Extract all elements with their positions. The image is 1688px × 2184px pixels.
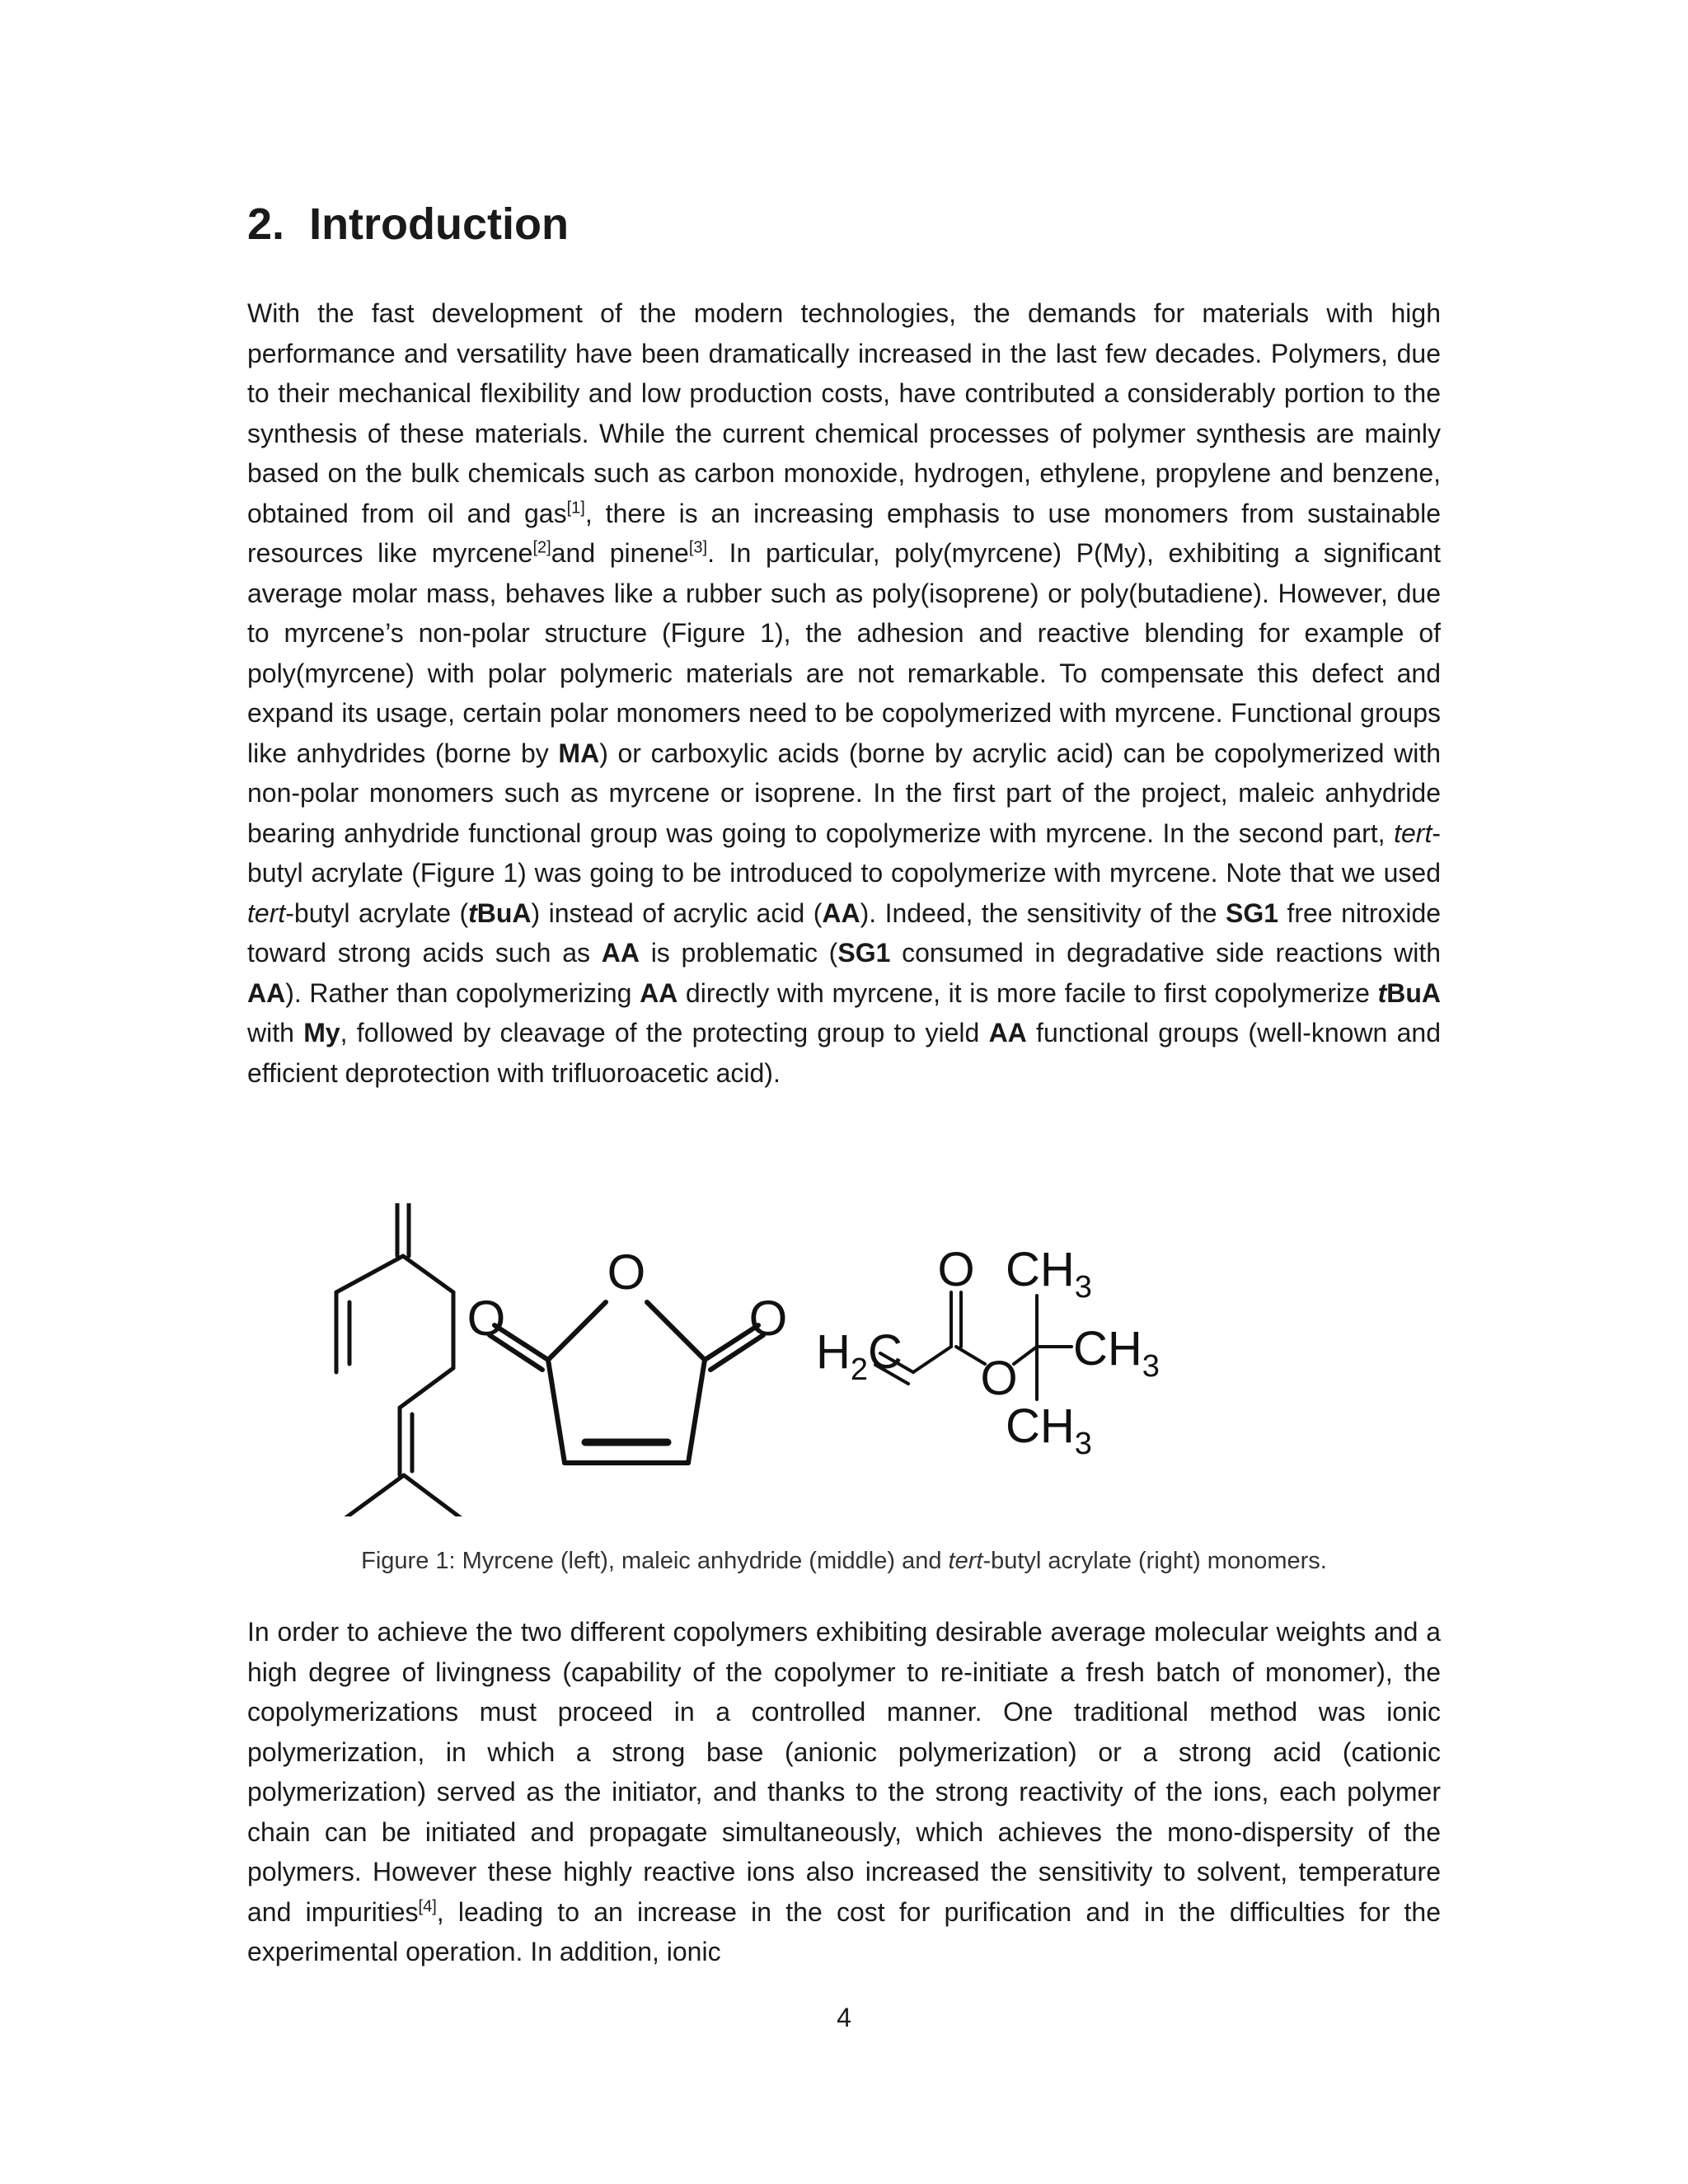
text-run: -butyl acrylate (right) monomers.	[982, 1548, 1327, 1574]
section-heading	[247, 198, 569, 251]
intro-paragraph-1	[247, 293, 1441, 1093]
citation-ref: [3]	[688, 538, 708, 557]
myrcene-structure	[336, 1203, 470, 1516]
atom-label-c: C	[868, 1325, 903, 1379]
text-run: consumed in degradative side reactions with	[890, 938, 1442, 968]
atom-subscript: 3	[1074, 1427, 1092, 1461]
maleic-anhydride-structure	[490, 1302, 763, 1463]
atom-subscript: 3	[1074, 1270, 1092, 1305]
atom-label-ch: CH	[1006, 1399, 1075, 1453]
atom-label-o: O	[467, 1291, 506, 1346]
page-number: 4	[837, 2003, 851, 2032]
atom-label-o: O	[748, 1291, 788, 1346]
text-run: ) instead of acrylic acid (	[531, 898, 823, 928]
atom-subscript: 2	[850, 1352, 869, 1387]
abbrev-bold: My	[303, 1018, 340, 1047]
text-run: and pinene	[551, 538, 689, 568]
text-run: functional groups (well-known and efficient deprotection with trifluoroacetic acid).	[247, 1018, 1442, 1088]
text-run: BuA	[1386, 977, 1442, 1008]
text-run: ) or carboxylic acids (borne by acrylic acid) can be copolymerized with non-polar monomers such as myrcene or isoprene. In the first part of the project, maleic anhydride bearing anhydride functional group was going to copolymerize with myrcene. In the second part,	[247, 738, 1442, 848]
italic-term: t	[468, 898, 477, 928]
methyl-group-right	[1073, 1322, 1160, 1384]
italic-term: t	[1377, 977, 1387, 1008]
methyl-group-bottom	[1006, 1399, 1092, 1461]
text-run: free nitroxide toward strong acids such as	[247, 898, 1442, 968]
figure-caption	[247, 1548, 1441, 1575]
intro-paragraph-2	[247, 1612, 1441, 1972]
abbrev-bold	[468, 898, 531, 928]
abbrev-bold: SG1	[1226, 898, 1279, 928]
citation-ref: [2]	[532, 538, 551, 557]
text-run: is problematic (	[639, 938, 838, 968]
text-run: , leading to an increase in the cost for purification and in the difficulties for the experimental operation. In addition, ionic	[247, 1896, 1442, 1966]
italic-term: tert	[948, 1548, 983, 1574]
citation-ref: [4]	[418, 1896, 437, 1915]
abbrev-bold: AA	[988, 1018, 1027, 1047]
atom-subscript: 3	[1142, 1349, 1160, 1384]
section-title: Introduction	[309, 199, 569, 249]
text-run: ). Indeed, the sensitivity of the	[860, 898, 1226, 928]
abbrev-bold: AA	[822, 898, 860, 928]
atom-label-ch: CH	[1073, 1322, 1142, 1376]
italic-term: tert	[1394, 818, 1432, 848]
formula-h2c	[816, 1325, 903, 1387]
text-run: -butyl acrylate (Figure 1) was going to be introduced to copolymerize with myrcene. Note that we used	[247, 818, 1441, 888]
methyl-group-top	[1006, 1243, 1092, 1305]
italic-term: tert	[247, 898, 286, 928]
abbrev-bold: AA	[601, 938, 640, 968]
text-run: directly with myrcene, it is more facile to first copolymerize	[678, 977, 1378, 1008]
text-run: -butyl acrylate (	[285, 898, 469, 928]
abbrev-bold: SG1	[837, 938, 891, 968]
chemical-structures-figure	[321, 1203, 1418, 1516]
figure-1-structures	[321, 1203, 1418, 1516]
atom-label-h: H	[816, 1325, 851, 1379]
text-run: In order to achieve the two different copolymers exhibiting desirable average molecular weights and a high degree of livingness (capability of the copolymer to re-initiate a fresh batch of monomer), the copolymerizations must proceed in a controlled manner. One traditional method was ionic polymerization, in which a strong base (anionic polymerization) or a strong acid (cationic polymerization) served as the initiator, and thanks to the strong reactivity of the ions, each polymer chain can be initiated and propagate simultaneously, which achieves the mono-dispersity of the polymers. However these highly reactive ions also increased the sensitivity to solvent, temperature and impurities	[247, 1617, 1441, 1927]
abbrev-bold	[1378, 978, 1441, 1008]
citation-ref: [1]	[566, 498, 585, 517]
section-number: 2.	[247, 199, 285, 249]
atom-label-o: O	[937, 1243, 975, 1296]
abbrev-bold: AA	[640, 977, 678, 1008]
text-run: Figure 1: Myrcene (left), maleic anhydride (middle) and	[361, 1548, 949, 1574]
text-run: , followed by cleavage of the protecting group to yield	[340, 1018, 989, 1047]
abbrev-bold: MA	[558, 738, 600, 768]
text-run: BuA	[476, 898, 532, 928]
atom-label-ch: CH	[1006, 1243, 1075, 1296]
text-run: ). Rather than copolymerizing	[285, 977, 640, 1008]
text-run: With the fast development of the modern technologies, the demands for materials with high performance and versatility have been dramatically increased in the last few decades. Polymers, due to their mechanical flexibility and low production costs, have contributed a considerably portion to the synthesis of these materials. While the current chemical processes of polymer synthesis are mainly based on the bulk chemicals such as carbon monoxide, hydrogen, ethylene, propylene and benzene, obtained from oil and gas	[247, 298, 1441, 528]
tert-butyl-acrylate-structure	[875, 1292, 1071, 1399]
text-run: . In particular, poly(myrcene) P(My), exhibiting a significant average molar mass, behaves like a rubber such as poly(isoprene) or poly(butadiene). However, due to myrcene’s non-polar structure (Figure 1), the adhesion and reactive blending for example of poly(myrcene) with polar polymeric materials are not remarkable. To compensate this defect and expand its usage, certain polar monomers need to be copolymerized with myrcene. Functional groups like anhydrides (borne by	[247, 538, 1442, 768]
text-run: , there is an increasing emphasis to use monomers from sustainable resources like myrcene	[247, 498, 1442, 568]
abbrev-bold: AA	[247, 977, 286, 1008]
atom-label-o: O	[607, 1244, 646, 1300]
atom-label-o: O	[980, 1352, 1018, 1405]
text-run: with	[247, 1018, 304, 1047]
